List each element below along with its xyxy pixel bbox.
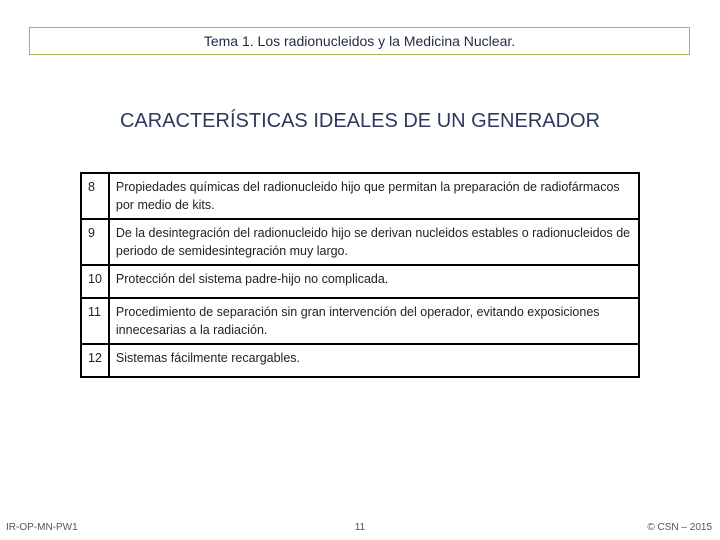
table-row — [81, 173, 639, 219]
row-text: Sistemas fácilmente recargables. — [109, 344, 639, 377]
row-number: 10 — [81, 265, 109, 298]
row-number: 9 — [81, 219, 109, 265]
copyright: © CSN – 2015 — [647, 522, 712, 533]
row-text: Protección del sistema padre-hijo no complicada. — [109, 265, 639, 298]
row-number: 12 — [81, 344, 109, 377]
table-row — [81, 344, 639, 377]
header-box — [29, 27, 690, 55]
table-row — [81, 219, 639, 265]
row-text: Propiedades químicas del radionucleido hijo que permitan la preparación de radiofármacos por medio de kits. — [109, 173, 639, 219]
slide-title: CARACTERÍSTICAS IDEALES DE UN GENERADOR — [119, 110, 601, 132]
table-row — [81, 298, 639, 344]
table-row — [81, 265, 639, 298]
page-number: 11 — [354, 522, 366, 533]
header-text: Tema 1. Los radionucleidos y la Medicina Nuclear. — [203, 33, 516, 49]
properties-table — [80, 172, 640, 378]
footer-code: IR-OP-MN-PW1 — [6, 522, 78, 533]
row-number: 11 — [81, 298, 109, 344]
row-text: Procedimiento de separación sin gran intervención del operador, evitando exposiciones innecesarias a la radiación. — [109, 298, 639, 344]
row-text: De la desintegración del radionucleido hijo se derivan nucleidos estables o radionucleidos de periodo de semidesintegración muy largo. — [109, 219, 639, 265]
row-number: 8 — [81, 173, 109, 219]
